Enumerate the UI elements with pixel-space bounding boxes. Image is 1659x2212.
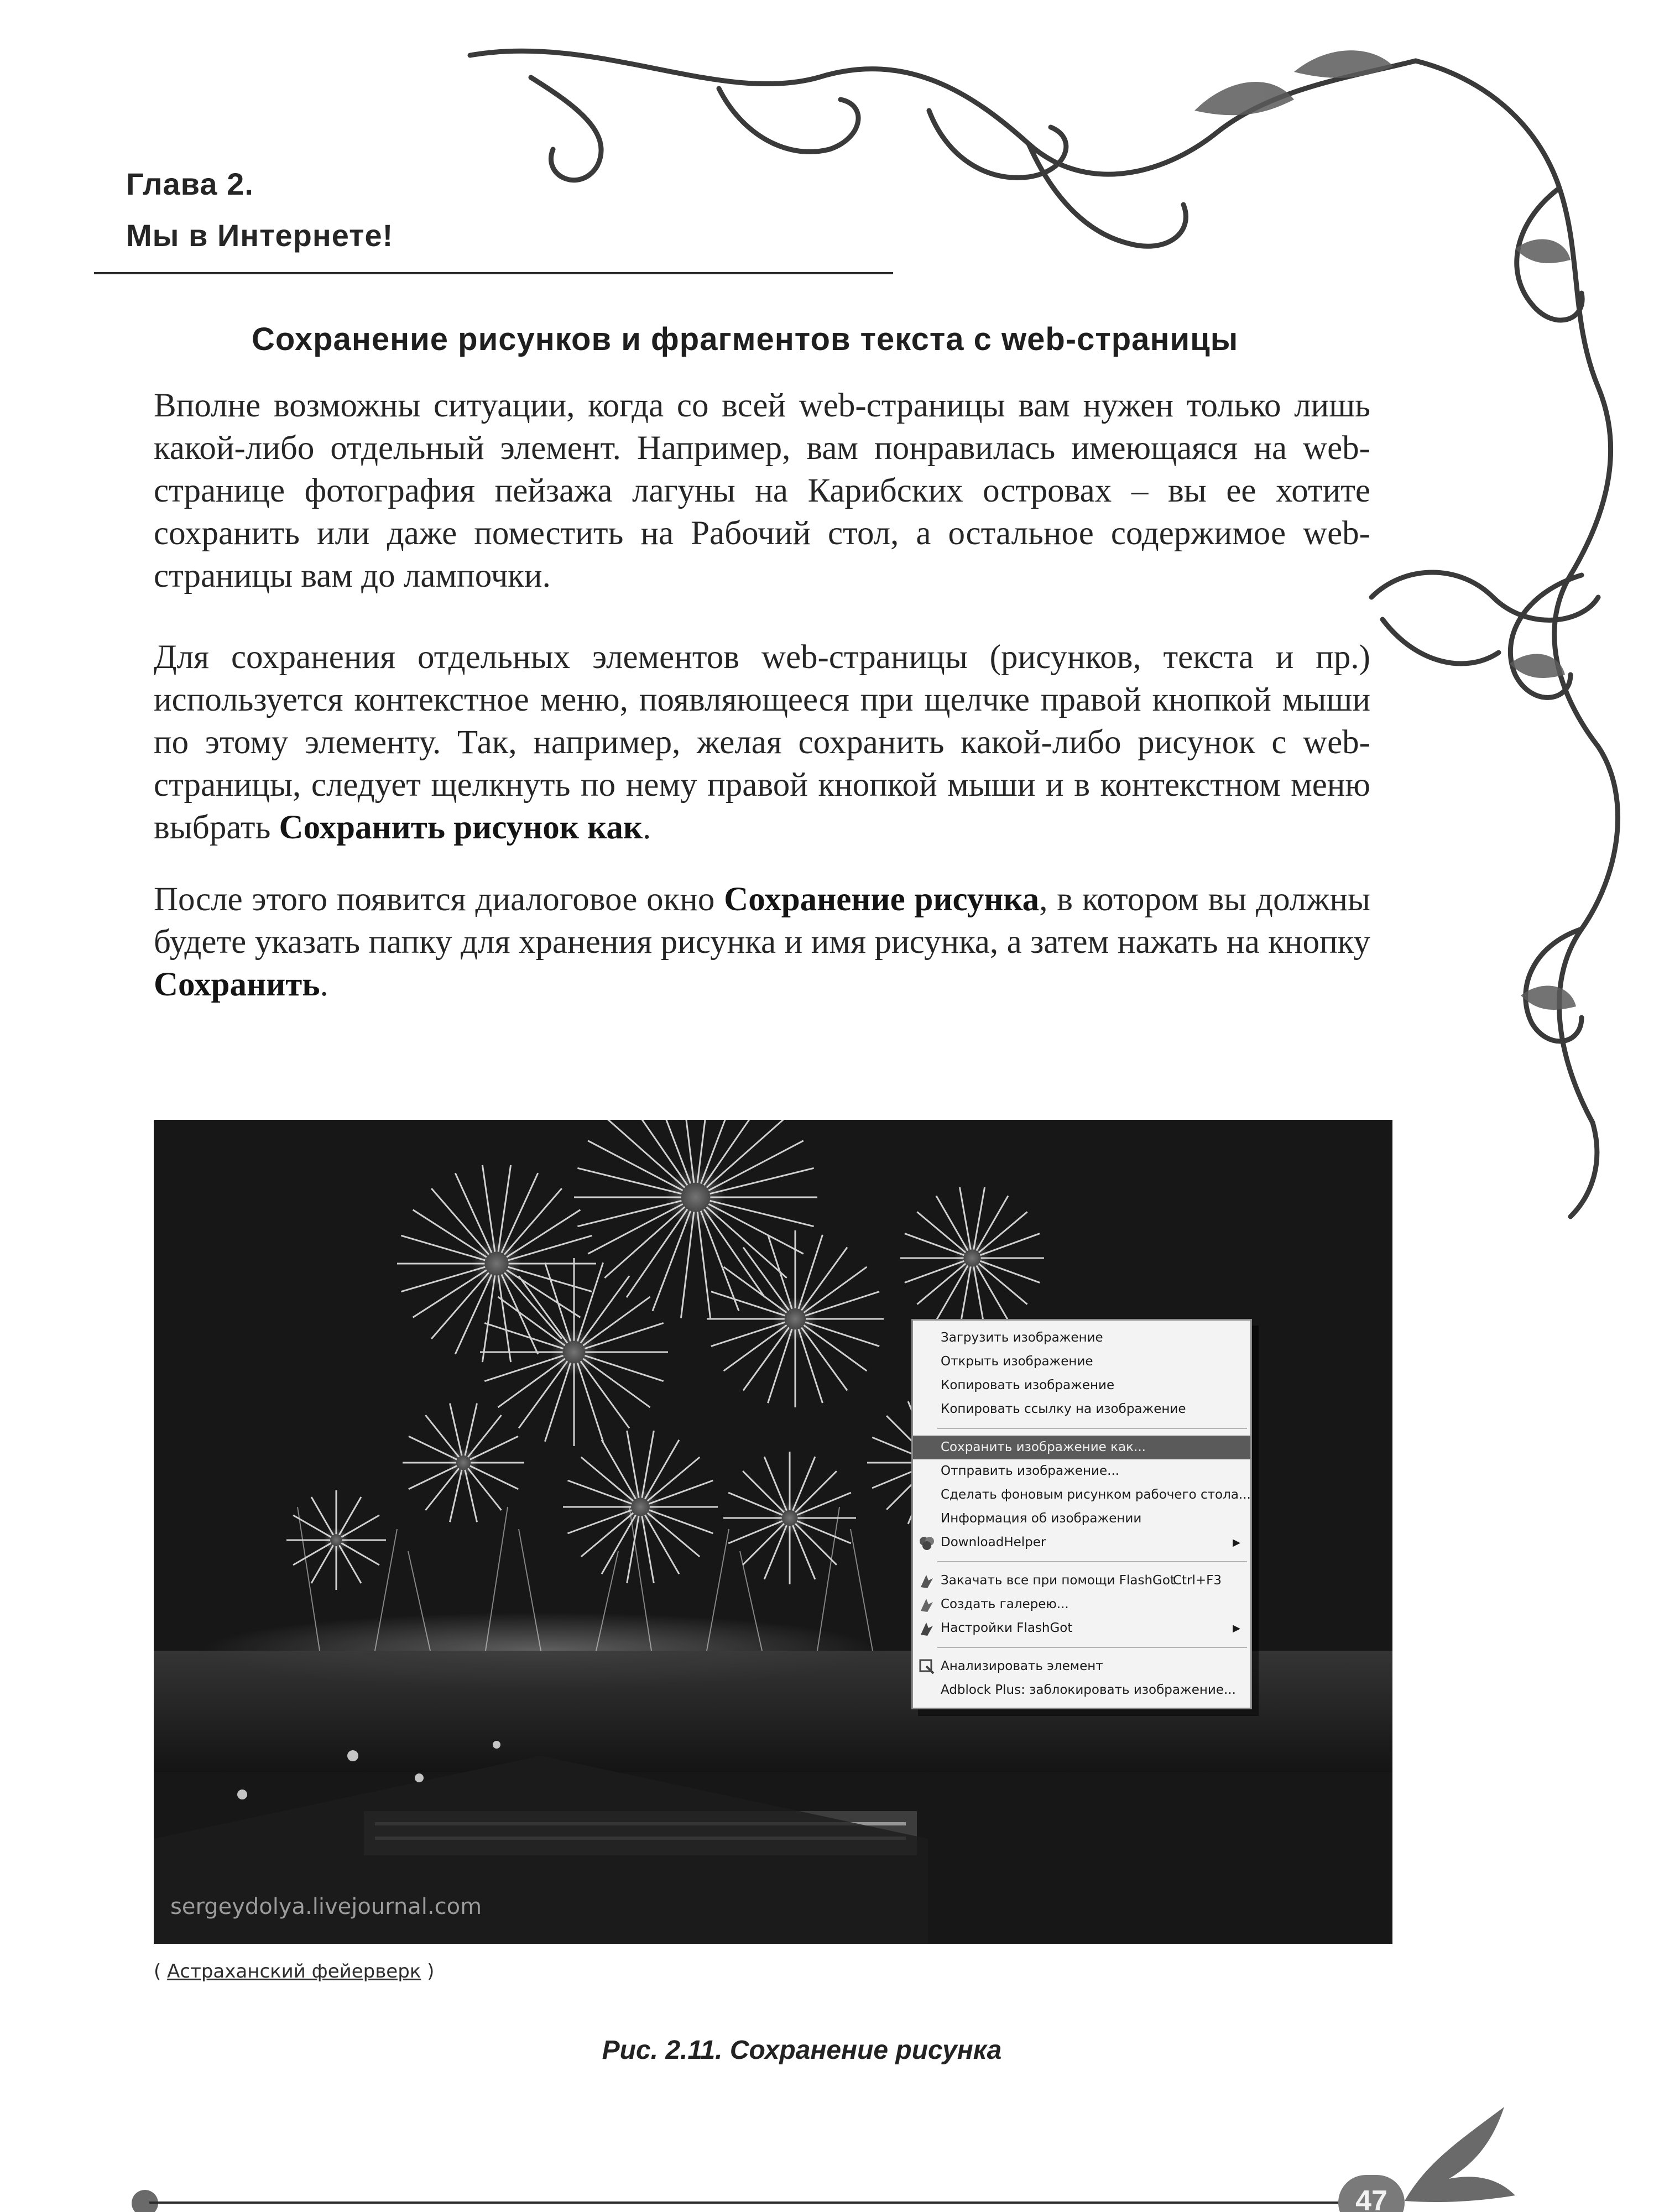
firework-glow	[773, 1501, 806, 1535]
footer-dot	[132, 2190, 158, 2212]
menu-item-set-desktop-background[interactable]	[913, 1483, 1250, 1507]
paragraph-3	[154, 878, 1370, 1006]
decorative-ornament	[431, 11, 1659, 1228]
menu-item-save-image-as[interactable]	[913, 1436, 1250, 1459]
paren-open: (	[154, 1960, 161, 1983]
menu-item-label: Копировать ссылку на изображение	[941, 1402, 1186, 1416]
paragraph-3-end: .	[320, 966, 328, 1003]
photo-watermark: sergeydolya.livejournal.com	[170, 1894, 482, 1919]
paragraph-3-text-b: , в котором вы должны будете указать папку для хранения рисунка и имя рисунка, а затем нажать на кнопку	[154, 881, 1370, 961]
menu-item-shortcut: Ctrl+F3	[1172, 1573, 1222, 1588]
firework-glow	[472, 1239, 521, 1288]
chapter-header	[126, 166, 393, 253]
footer-rule	[149, 2201, 1344, 2204]
menu-item-label: Закачать все при помощи FlashGot	[941, 1573, 1175, 1588]
menu-item-adblock-block-image[interactable]	[913, 1678, 1250, 1702]
paragraph-2	[154, 636, 1370, 849]
menu-item-create-gallery[interactable]	[913, 1593, 1250, 1616]
gallery-icon	[919, 1597, 935, 1613]
firework-glow	[324, 1528, 349, 1553]
flashgot-settings-icon	[919, 1620, 935, 1637]
menu-item-label: Информация об изображении	[941, 1511, 1142, 1526]
download-helper-icon	[919, 1535, 935, 1551]
menu-separator	[937, 1428, 1247, 1429]
flashgot-icon	[919, 1573, 935, 1589]
menu-item-label: Сделать фоновым рисунком рабочего стола...	[941, 1488, 1251, 1502]
paragraph-3-bold-1: Сохранение рисунка	[724, 881, 1040, 918]
menu-item-load-image[interactable]	[913, 1326, 1250, 1350]
figure-caption: Рис. 2.11. Сохранение рисунка	[602, 2036, 1002, 2065]
figure-source-link	[154, 1960, 434, 1983]
menu-separator	[937, 1561, 1247, 1562]
menu-item-flashgot-download-all[interactable]	[913, 1569, 1250, 1593]
paragraph-1: Вполне возможны ситуации, когда со всей web-страницы вам нужен только лишь какой-либо отдельный элемент. Например, вам понравилась имеющаяся на web-странице фотография пейзажа лагуны на Карибских островах – вы ее хотите сохранить или даже поместить на Рабочий стол, а остальное содержимое web-страницы вам до лампочки.	[154, 387, 1370, 594]
menu-item-label: Анализировать элемент	[941, 1659, 1103, 1673]
firework-glow	[621, 1488, 660, 1526]
menu-item-image-info[interactable]	[913, 1507, 1250, 1531]
menu-item-open-image[interactable]	[913, 1350, 1250, 1374]
chapter-label: Глава 2.	[126, 166, 254, 201]
inspect-icon	[919, 1658, 935, 1675]
menu-item-inspect-element[interactable]	[913, 1655, 1250, 1678]
paragraph-2-bold: Сохранить рисунок как	[279, 809, 643, 846]
menu-item-label: DownloadHelper	[941, 1535, 1046, 1550]
menu-item-label: Настройки FlashGot	[941, 1621, 1073, 1635]
header-rule	[94, 272, 893, 274]
source-link[interactable]: Астраханский фейерверк	[167, 1960, 421, 1983]
firework-glow	[954, 1240, 990, 1276]
paragraph-2-text: Для сохранения отдельных элементов web-страницы (рисунков, текста и пр.) используется контекстное меню, появляющееся при щелчке правой кнопкой мыши по этому элементу. Так, например, желая сохранить какой-либо рисунок с web-страницы, следует щелкнуть по нему правой кнопкой мыши и в контекстном меню выбрать	[154, 639, 1370, 846]
firework-glow	[551, 1329, 598, 1376]
menu-item-label: Adblock Plus: заблокировать изображение...	[941, 1683, 1236, 1697]
submenu-arrow-icon: ▶	[1233, 1537, 1240, 1548]
chapter-title: Мы в Интернете!	[126, 218, 394, 253]
section-title: Сохранение рисунков и фрагментов текста с web-страницы	[252, 321, 1239, 357]
context-menu	[911, 1319, 1252, 1709]
menu-item-label: Отправить изображение...	[941, 1464, 1120, 1478]
firework-glow	[773, 1297, 817, 1341]
menu-item-downloadhelper[interactable]	[913, 1531, 1250, 1554]
menu-item-label: Создать галерею...	[941, 1597, 1069, 1611]
menu-item-label: Сохранить изображение как...	[941, 1440, 1146, 1454]
page-number: 47	[1355, 2185, 1387, 2212]
submenu-arrow-icon: ▶	[1233, 1623, 1240, 1634]
paragraph-2-end: .	[643, 809, 651, 846]
firework-glow	[448, 1448, 479, 1478]
paragraph-3-bold-2: Сохранить	[154, 966, 320, 1003]
menu-item-label: Открыть изображение	[941, 1354, 1093, 1369]
footer-ornament	[1394, 2096, 1526, 2206]
menu-item-label: Загрузить изображение	[941, 1331, 1103, 1345]
menu-item-label: Копировать изображение	[941, 1378, 1115, 1392]
paragraph-3-text-a: После этого появится диалоговое окно	[154, 881, 724, 918]
figure-screenshot	[154, 1120, 1392, 1944]
menu-item-copy-image[interactable]	[913, 1374, 1250, 1397]
menu-item-copy-image-link[interactable]	[913, 1397, 1250, 1421]
menu-item-flashgot-settings[interactable]	[913, 1616, 1250, 1640]
paren-close: )	[427, 1960, 435, 1983]
menu-item-send-image[interactable]	[913, 1459, 1250, 1483]
firework-glow	[665, 1167, 726, 1228]
menu-separator	[937, 1647, 1247, 1648]
